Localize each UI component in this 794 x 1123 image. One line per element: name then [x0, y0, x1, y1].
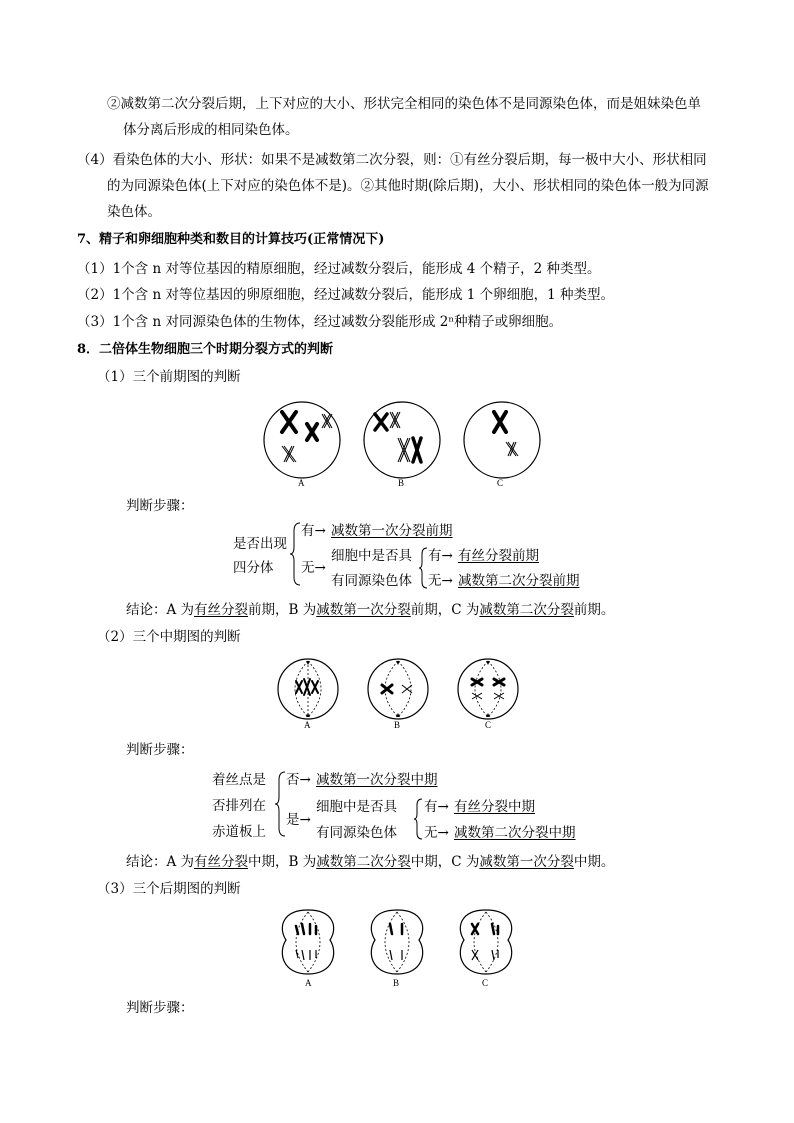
sub1-conclusion-c2: 减数第二次分裂: [479, 602, 574, 618]
prophase-cell-b: [364, 402, 440, 478]
para-2-line-3: 染色体。: [107, 204, 161, 220]
sub1-sub-yes-result: 有丝分裂前期: [458, 548, 539, 564]
sub3-title: （3）三个后期图的判断: [97, 881, 241, 897]
section-8-heading: 8．二倍体生物细胞三个时期分裂方式的判断: [77, 342, 334, 357]
sub2-yes-arrow: 是→: [286, 812, 311, 828]
metaphase-label-c: C: [485, 720, 492, 730]
sub2-subquestion-line-1: 细胞中是否具: [316, 799, 397, 815]
sub2-conclusion-c3: 中期。: [573, 854, 615, 870]
para-2-line-2: 的为同源染色体(上下对应的染色体不是)。②其他时期(除后期)，大小、形状相同的染色体一般为同源: [107, 178, 709, 194]
para-2-line-1: （4）看染色体的大小、形状：如果不是减数第二次分裂，则：①有丝分裂后期，每一极中大小、形状相同: [77, 152, 707, 168]
sub1-sub-no-arrow: 无→: [428, 573, 453, 589]
prophase-label-c: C: [497, 478, 504, 488]
sub2-sub-no-result: 减数第二次分裂中期: [454, 825, 576, 841]
sub2-conclusion-b2: 减数第二次分裂: [316, 854, 411, 870]
sub2-no-result: 减数第一次分裂中期: [316, 772, 438, 788]
sub1-conclusion-c3: 前期。: [573, 602, 615, 618]
sub1-no-arrow: 无→: [301, 560, 326, 576]
sub2-sub-yes-arrow: 有→: [424, 799, 449, 815]
sub1-conclusion-a2: 有丝分裂: [194, 602, 249, 618]
metaphase-figures: [276, 657, 516, 721]
sub2-sub-no-arrow: 无→: [424, 825, 449, 841]
prophase-cell-a: [264, 402, 340, 478]
section-7-item-3: （3）1个含 n 对同源染色体的生物体，经过减数分裂能形成 2ⁿ种精子或卵细胞。: [77, 314, 563, 330]
sub1-title: （1）三个前期图的判断: [97, 369, 241, 385]
sub1-sub-no-result: 减数第二次分裂前期: [458, 573, 580, 589]
sub2-question-line-1: 着丝点是: [212, 772, 266, 788]
sub2-question-line-3: 赤道板上: [212, 824, 266, 840]
sub2-question-line-2: 否排列在: [212, 798, 266, 814]
sub2-conclusion-prefix: 结论：: [126, 854, 167, 870]
sub1-conclusion-a3: 前期，B 为: [248, 602, 317, 618]
metaphase-cell-a: [278, 659, 338, 719]
metaphase-label-a: A: [304, 720, 311, 730]
sub1-question-line-1: 是否出现: [233, 536, 287, 552]
sub1-conclusion-b2: 减数第一次分裂: [316, 602, 411, 618]
section-7-item-1: （1）1个含 n 对等位基因的精原细胞，经过减数分裂后，能形成 4 个精子，2 种类型。: [77, 261, 601, 277]
anaphase-figures: [272, 906, 522, 978]
sub1-conclusion-prefix: 结论：: [126, 602, 167, 618]
sub2-sub-yes-result: 有丝分裂中期: [454, 799, 535, 815]
prophase-figures: [262, 398, 542, 488]
sub1-steps-label: 判断步骤：: [126, 498, 194, 514]
prophase-cell-c: [464, 402, 540, 478]
anaphase-cell-c: [460, 910, 511, 974]
sub1-conclusion: [126, 600, 614, 620]
anaphase-label-c: C: [482, 978, 489, 988]
section-7-heading: 7、精子和卵细胞种类和数目的计算技巧(正常情况下): [77, 232, 385, 247]
anaphase-cell-b: [371, 910, 422, 974]
sub2-conclusion-a3: 中期，B 为: [248, 854, 317, 870]
metaphase-cell-c: [458, 659, 518, 719]
prophase-label-b: B: [398, 478, 405, 488]
sub1-conclusion-a1: A 为: [166, 602, 195, 618]
sub1-yes-arrow: 有→: [301, 523, 326, 539]
sub3-steps-label: 判断步骤：: [126, 1000, 194, 1016]
para-1-line-2: 体分离后形成的相同染色体。: [123, 122, 299, 138]
sub2-brace-2: [414, 797, 424, 841]
sub2-conclusion-a1: A 为: [166, 854, 195, 870]
sub2-conclusion-a2: 有丝分裂: [194, 854, 249, 870]
sub1-sub-yes-arrow: 有→: [428, 548, 453, 564]
sub2-subquestion-line-2: 有同源染色体: [316, 825, 397, 841]
prophase-label-a: A: [298, 478, 305, 488]
anaphase-label-b: B: [393, 978, 400, 988]
sub1-subquestion-line-2: 有同源染色体: [331, 573, 412, 589]
sub1-yes-result: 减数第一次分裂前期: [331, 523, 453, 539]
sub1-question-line-2: 四分体: [233, 560, 274, 576]
sub2-steps-label: 判断步骤：: [126, 742, 194, 758]
sub2-no-arrow: 否→: [286, 772, 311, 788]
metaphase-cell-b: [368, 659, 428, 719]
sub2-title: （2）三个中期图的判断: [97, 629, 241, 645]
para-1-line-1: ②减数第二次分裂后期，上下对应的大小、形状完全相同的染色体不是同源染色体，而是姐妹染色单: [107, 96, 701, 112]
sub1-conclusion-b3: 前期，C 为: [410, 602, 480, 618]
anaphase-cell-a: [282, 910, 333, 974]
section-7-item-2: （2）1个含 n 对等位基因的卵原细胞，经过减数分裂后，能形成 1 个卵细胞，1 种类型。: [77, 287, 615, 303]
sub2-conclusion-b3: 中期，C 为: [410, 854, 480, 870]
sub2-conclusion-c2: 减数第一次分裂: [479, 854, 574, 870]
anaphase-label-a: A: [305, 978, 312, 988]
metaphase-label-b: B: [394, 720, 401, 730]
sub2-conclusion: [126, 852, 614, 872]
sub1-subquestion-line-1: 细胞中是否具: [331, 548, 412, 564]
